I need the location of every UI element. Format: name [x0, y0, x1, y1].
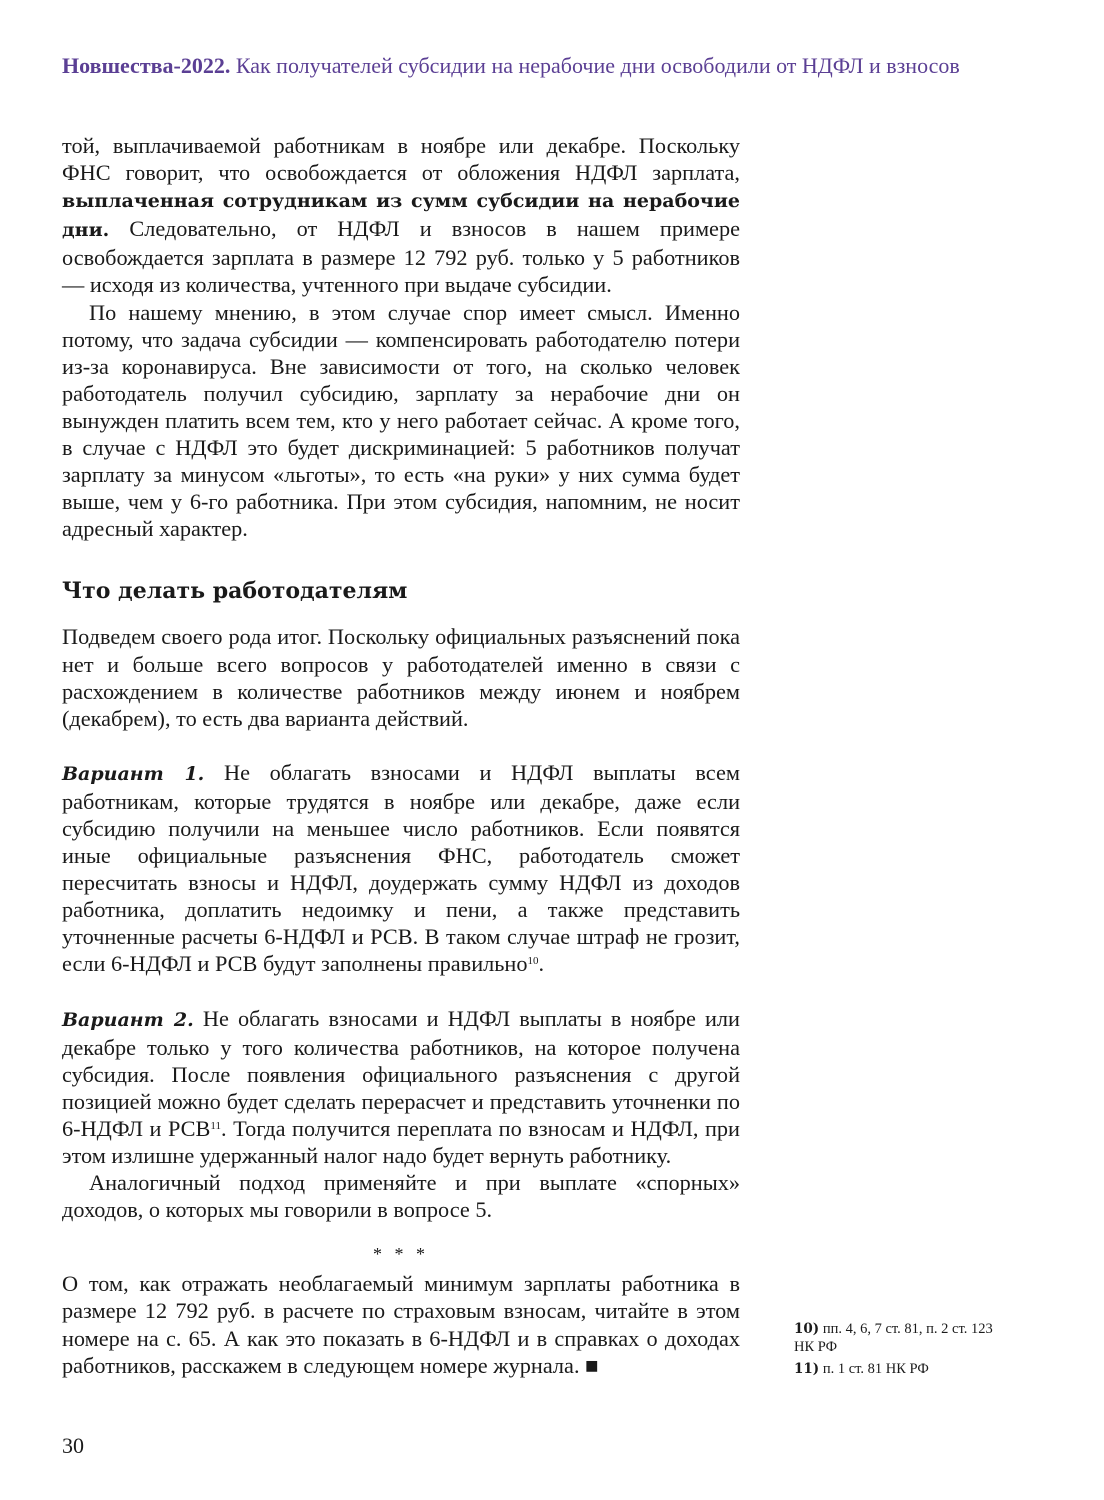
header-title: Как получателей субсидии на нерабочие дни освободили от НДФЛ и взносов [235, 53, 960, 78]
text: Не облагать взносами и НДФЛ выплаты всем работникам, которые трудятся в ноябре или декабре, даже если субсидию получили на меньшее число работников. Если появятся иные официальные разъяснения ФНС, работодатель сможет пересчитать взносы и НДФЛ, доудержать сумму НДФЛ из доходов работника, доплатить недоимку и пени, а также представить уточненные расчеты 6-НДФЛ и РСВ. В таком случае штраф не грозит, если 6-НДФЛ и РСВ будут заполнены правильно [62, 759, 740, 977]
text: Следовательно, от НДФЛ и взносов в нашем примере освобождается зарплата в размере 12 792 руб. только у 5 работников — исходя из количества, учтенного при выдаче субсидии. [62, 216, 740, 298]
footnote-number: 10) [794, 1321, 820, 1337]
header-section: Новшества-2022. [62, 53, 231, 78]
footnote [794, 1320, 1014, 1356]
bold-text: выплаченная сотрудникам из сумм субсидии на нерабочие дни. [62, 190, 740, 242]
paragraph: Подведем своего рода итог. Поскольку официальных разъяснений пока нет и больше всего вопросов у работодателей именно в связи с расхождением в количестве работников между июнем и ноябрем (декабрем), то есть два варианта действий. [62, 624, 740, 731]
page-number: 30 [62, 1433, 84, 1458]
footnote [794, 1360, 1014, 1378]
footnote-ref[interactable]: 10 [527, 955, 539, 968]
paragraph [62, 1270, 740, 1378]
paragraph: Аналогичный подход применяйте и при выплате «спорных» доходов, о которых мы говорили в вопросе 5. [62, 1170, 740, 1223]
running-header [62, 53, 960, 79]
variant-label: Вариант 1. [62, 762, 205, 785]
main-column [62, 132, 740, 1379]
footnotes [794, 1320, 1014, 1382]
text: О том, как отражать необлагаемый минимум зарплаты работника в размере 12 792 руб. в расчете по страховым взносам, читайте в этом номере на с. 65. А как это показать в 6-НДФЛ и в справках о доходах работников, расскажем в следующем номере журнала. [62, 1271, 740, 1378]
text: той, выплачиваемой работникам в ноябре или декабре. Поскольку ФНС говорит, что освобождается от обложения НДФЛ зарплата, [62, 133, 740, 186]
variant-2 [62, 1005, 740, 1170]
separator: * * * [373, 1244, 429, 1265]
footnote-number: 11) [794, 1361, 820, 1377]
variant-label: Вариант 2. [62, 1008, 194, 1031]
variant-1 [62, 759, 740, 978]
end-mark-icon: ■ [585, 1352, 599, 1378]
text: . [538, 951, 545, 977]
paragraph [62, 132, 740, 299]
text: Не облагать взносами и НДФЛ выплаты в ноябре или декабре только у того количества работников, на которое получена субсидия. После появления официального разъяснения с другой позицией можно будет сделать перерасчет и представить уточненки по 6-НДФЛ и РСВ [62, 1005, 740, 1141]
footnote-text: п. 1 ст. 81 НК РФ [822, 1361, 929, 1377]
footnote-text: пп. 4, 6, 7 ст. 81, п. 2 ст. 123 НК РФ [794, 1321, 993, 1355]
text: . Тогда получится переплата по взносам и НДФЛ, при этом излишне удержанный налог надо будет вернуть работнику. [62, 1115, 740, 1168]
paragraph: По нашему мнению, в этом случае спор имеет смысл. Именно потому, что задача субсидии — компенсировать работодателю потери из-за коронавируса. Вне зависимости от того, на сколько человек работодатель получил субсидию, зарплату за нерабочие дни он вынужден платить всем тем, кто у него работает сейчас. А кроме того, в случае с НДФЛ это будет дискриминацией: 5 работников получат зарплату за минусом «льготы», то есть «на руки» у них сумма будет выше, чем у 6-го работника. При этом субсидия, напомним, не носит адресный характер. [62, 299, 740, 542]
section-heading: Что делать работодателям [62, 578, 408, 605]
footnote-ref[interactable]: 11 [210, 1119, 221, 1132]
